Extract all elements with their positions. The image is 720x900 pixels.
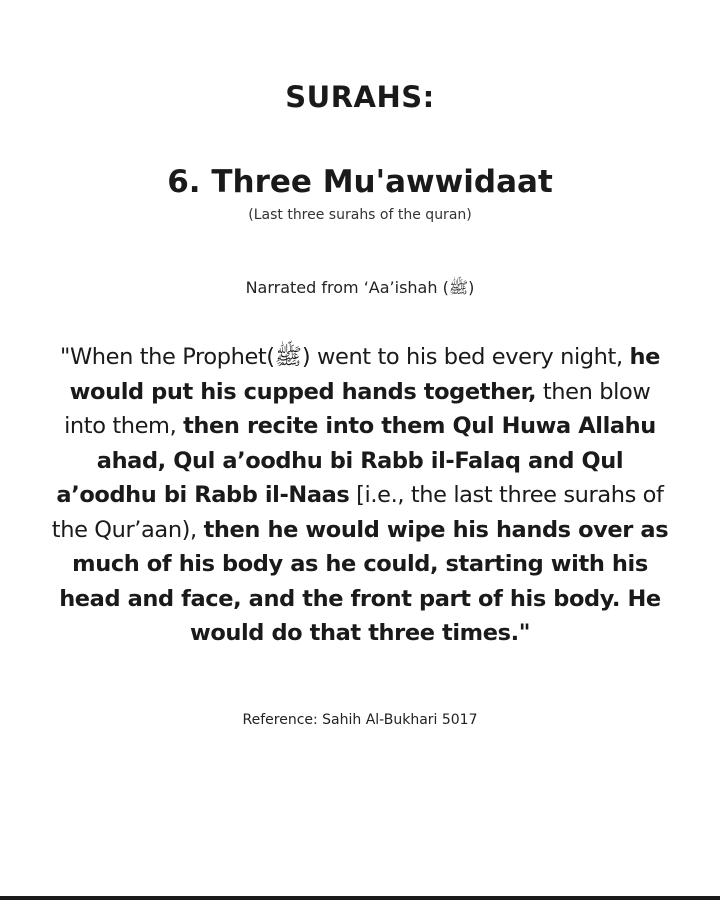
hadith-segment-regular: then blow into them, [64, 378, 651, 439]
page-title: 6. Three Mu'awwidaat [167, 164, 553, 200]
hadith-segment-bold: then recite into them Qul Huwa Allahu ahad, Qul a’oodhu bi Rabb il-Falaq and Qul a’oodhu bi Rabb il-Naas [56, 413, 656, 508]
hadith-segment-bold: he would put his cupped hands together, [69, 344, 660, 405]
subtitle: (Last three surahs of the quran) [248, 207, 472, 223]
narrator-line: Narrated from ‘Aa’ishah (ﷺ) [245, 278, 475, 297]
reference-line: Reference: Sahih Al-Bukhari 5017 [242, 712, 478, 728]
hadith-text [48, 340, 672, 651]
section-heading: SURAHS: [285, 80, 435, 114]
hadith-segment-bold: then he would wipe his hands over as much of his body as he could, starting with his head and face, and the front part of his body. He would do that three times." [59, 516, 669, 646]
hadith-segment-regular: [i.e., the last three surahs of the Qur’aan), [51, 482, 664, 543]
hadith-segment-regular: "When the Prophet(ﷺ) went to his bed every night, [60, 344, 630, 370]
bottom-divider [0, 896, 720, 900]
